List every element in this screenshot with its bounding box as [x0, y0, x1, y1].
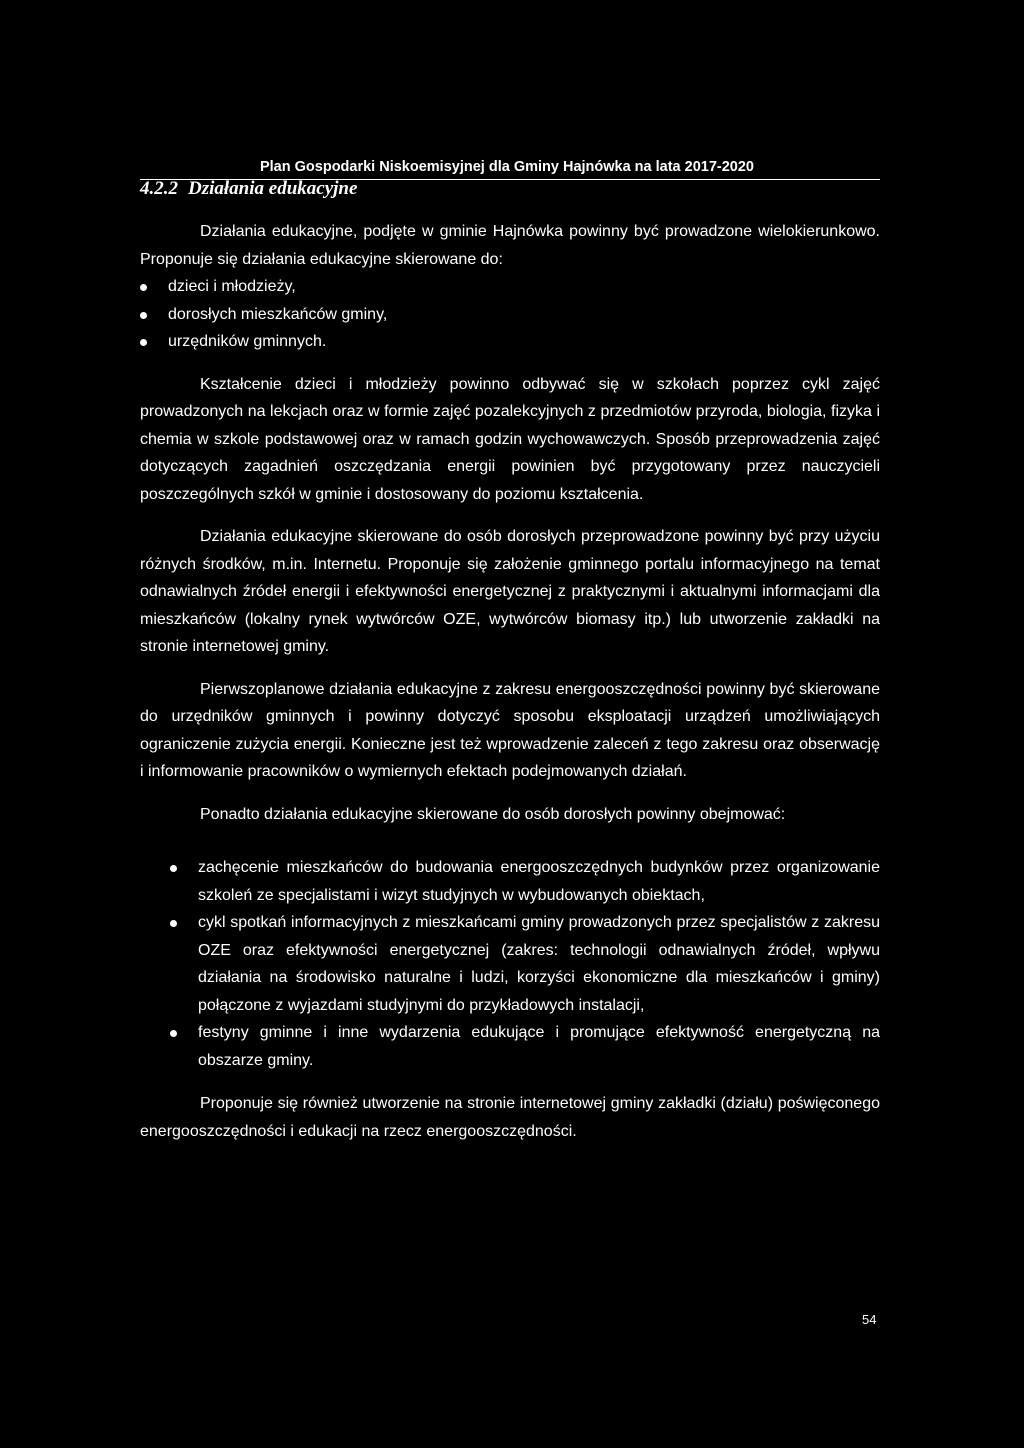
list-item: urzędników gminnych. [140, 328, 880, 356]
section-number: 4.2.2 [140, 178, 178, 199]
section-heading [140, 178, 357, 200]
target-groups-list [140, 273, 880, 356]
running-header [140, 159, 880, 180]
list-item: dorosłych mieszkańców gminy, [140, 301, 880, 329]
list-item: zachęcenie mieszkańców do budowania energooszczędnych budynków przez organizowanie szkoleń ze specjalistami i wizyt studyjnych w wybudowanych obiektach, [140, 854, 880, 909]
paragraph-adults: Działania edukacyjne skierowane do osób dorosłych przeprowadzone powinny być przy użyciu różnych środków, m.in. Internetu. Proponuje się założenie gminnego portalu informacyjnego na temat odnawialnych źródeł energii i efektywności energetycznej z praktycznymi i aktualnymi informacjami dla mieszkańców (lokalny rynek wytwórców OZE, wytwórców biomasy itp.) lub utworzenie zakładki na stronie internetowej gminy. [140, 528, 880, 655]
list-item: cykl spotkań informacyjnych z mieszkańcami gminy prowadzonych przez specjalistów z zakresu OZE oraz efektywności energetycznej (zakres: technologii odnawialnych źródeł, wpływu działania na środowisko naturalne i ludzi, korzyści ekonomiczne dla mieszkańców i gminy) połączone z wyjazdami studyjnymi do przykładowych instalacji, [140, 909, 880, 1019]
paragraph-children: Kształcenie dzieci i młodzieży powinno odbywać się w szkołach poprzez cykl zajęć prowadzonych na lekcjach oraz w formie zajęć pozalekcyjnych z przedmiotów przyroda, biologia, fizyka i chemia w szkole podstawowej oraz w ramach godzin wychowawczych. Sposób przeprowadzenia zajęć dotyczących zagadnień oszczędzania energii powinien być przygotowany przez nauczycieli poszczególnych szkół w gminie i dostosowany do poziomu kształcenia. [140, 375, 880, 503]
list-item: festyny gminne i inne wydarzenia edukujące i promujące efektywność energetyczną na obszarze gminy. [140, 1019, 880, 1074]
list-item: dzieci i młodzieży, [140, 273, 880, 301]
paragraph-moreover: Ponadto działania edukacyjne skierowane do osób dorosłych powinny obejmować: [200, 805, 786, 823]
paragraph-officials: Pierwszoplanowe działania edukacyjne z zakresu energooszczędności powinny być skierowane do urzędników gminnych i powinny dotyczyć sposobu eksploatacji urządzeń umożliwiających ograniczenie zużycia energii. Konieczne jest też wprowadzenie zaleceń z tego zakresu oraz obserwację i informowanie pracowników o wymiernych efektach podejmowanych działań. [140, 680, 880, 780]
page-number: 54 [862, 1312, 877, 1327]
body-text [140, 218, 880, 1145]
running-header-title: Plan Gospodarki Niskoemisyjnej dla Gminy Hajnówka na lata 2017-2020 [259, 159, 754, 175]
section-title: Działania edukacyjne [188, 178, 358, 199]
adult-actions-list [140, 854, 880, 1074]
paragraph-final: Proponuje się również utworzenie na stronie internetowej gminy zakładki (działu) poświęconego energooszczędności i edukacji na rzecz energooszczędności. [140, 1095, 880, 1140]
paragraph-intro: Działania edukacyjne, podjęte w gminie Hajnówka powinny być prowadzone wielokierunkowo. Proponuje się działania edukacyjne skierowane do: [140, 223, 880, 268]
